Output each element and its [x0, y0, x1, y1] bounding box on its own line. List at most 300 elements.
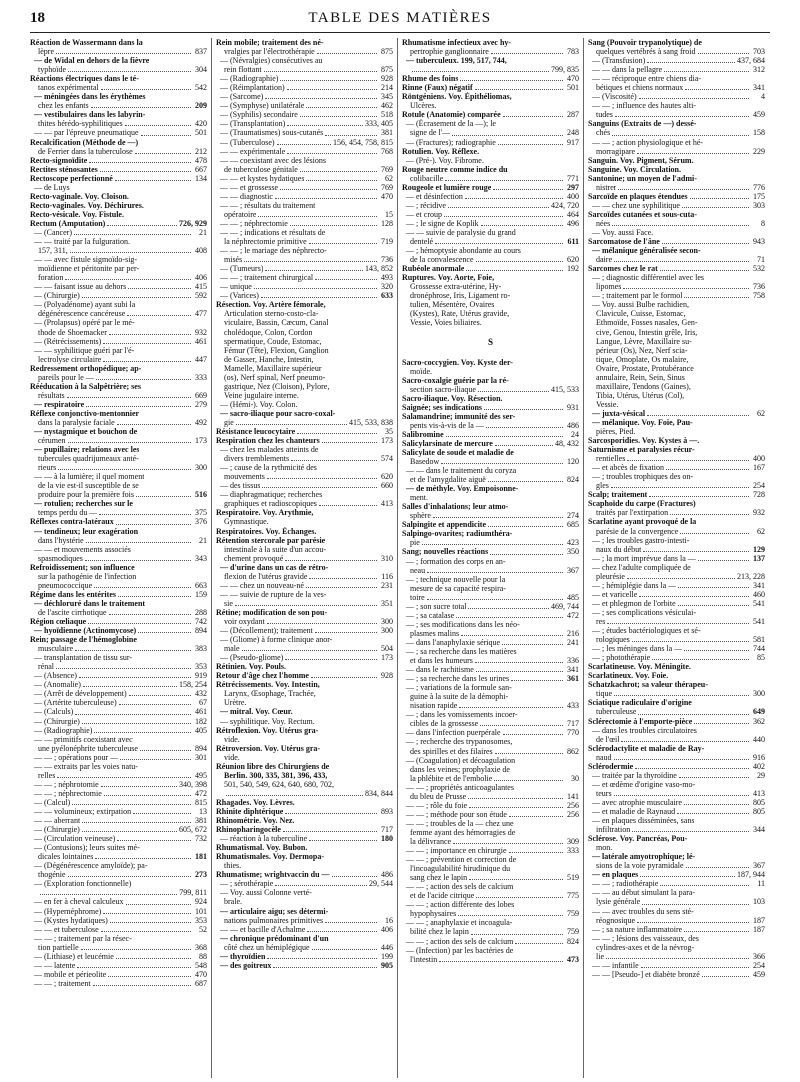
index-entry — [588, 454, 765, 463]
entry-term: moïde. — [410, 366, 432, 376]
index-entry — [30, 626, 207, 635]
index-entry — [30, 119, 207, 128]
entry-page-numbers: 685 — [567, 520, 579, 530]
dot-leader — [115, 178, 191, 181]
index-entry — [30, 210, 207, 219]
index-entry — [30, 83, 207, 92]
entry-term: nistrer — [596, 182, 617, 192]
index-entry — [402, 119, 579, 128]
index-entry — [402, 110, 579, 119]
index-entry — [216, 545, 393, 554]
dot-leader — [128, 286, 191, 289]
entry-term: Rhinométrie. Voy. Nez. — [216, 816, 295, 826]
index-entry — [216, 156, 393, 165]
dot-leader — [638, 712, 749, 715]
entry-page-numbers: 732 — [195, 834, 207, 844]
dot-leader — [621, 739, 749, 742]
entry-page-numbers: 24 — [571, 429, 579, 439]
dot-leader — [135, 151, 191, 154]
index-entry — [402, 385, 579, 394]
entry-term: tubercules quadrijumeaux anté- — [38, 454, 139, 464]
entry-term: — (Syphilis) secondaire — [220, 110, 298, 120]
dot-leader — [95, 856, 191, 859]
dot-leader — [515, 941, 563, 944]
index-entry — [402, 683, 579, 692]
index-entry — [402, 529, 579, 538]
index-entry — [30, 138, 207, 147]
dot-leader — [678, 603, 749, 606]
entry-term: Réactions électriques dans le té- — [30, 74, 139, 84]
index-entry — [30, 970, 207, 979]
dot-leader — [647, 60, 735, 63]
dot-leader — [136, 494, 191, 497]
index-entry — [30, 328, 207, 337]
dot-leader — [70, 250, 191, 253]
dot-leader — [300, 114, 377, 117]
index-entry — [588, 156, 765, 165]
dot-leader — [441, 461, 563, 464]
dot-leader — [503, 732, 563, 735]
entry-page-numbers: 928 — [381, 671, 393, 681]
entry-term: hypophysaires — [410, 909, 457, 919]
index-entry — [216, 536, 393, 545]
entry-term: Rein mobile; traitement des né- — [216, 38, 324, 47]
index-entry — [588, 219, 765, 228]
entry-page-numbers: 128 — [381, 218, 393, 228]
entry-page-numbers: 669 — [195, 390, 207, 400]
entry-term: — mélanique. Voy. Foie, Pau- — [592, 417, 693, 427]
entry-term: — (Varices) — [220, 291, 259, 301]
index-entry — [216, 934, 393, 943]
dot-leader — [116, 956, 191, 959]
index-entry — [588, 644, 765, 653]
dot-leader — [96, 377, 191, 380]
entry-page-numbers: 611 — [567, 237, 579, 247]
index-entry — [30, 545, 207, 554]
index-entry — [216, 463, 393, 472]
entry-term: — — à la lumière; il quel moment — [34, 472, 145, 482]
entry-term: misés — [224, 255, 243, 265]
index-entry — [216, 617, 393, 626]
index-entry — [402, 201, 579, 210]
entry-term: tique — [596, 689, 612, 699]
entry-page-numbers: 447 — [195, 354, 207, 364]
entry-page-numbers: 333 — [195, 372, 207, 382]
index-entry — [402, 891, 579, 900]
entry-page-numbers: 366 — [753, 951, 765, 961]
entry-term: — en fer à cheval calculeux — [34, 897, 124, 907]
dot-leader — [325, 920, 377, 923]
dot-leader — [275, 883, 367, 886]
entry-term: chés — [596, 128, 611, 138]
index-entry — [588, 554, 765, 563]
index-entry — [402, 147, 579, 156]
entry-term: cive, Genou, Intestin grêle, Iris, — [596, 327, 698, 337]
entry-page-numbers: 248 — [567, 128, 579, 138]
entry-term: Résistance leucocytaire — [216, 427, 296, 437]
index-entry — [30, 201, 207, 210]
entry-page-numbers: 67 — [199, 698, 207, 708]
entry-page-numbers: 333, 405 — [365, 119, 393, 129]
entry-term: Refroidissement; son influence — [30, 562, 135, 572]
index-entry — [402, 300, 579, 309]
entry-page-numbers: 620 — [381, 472, 393, 482]
entry-term: tudes — [596, 110, 613, 120]
entry-term: — et phlegmon de l'orbite — [592, 598, 676, 608]
entry-term: — vestibulaires dans les labyrin- — [34, 110, 146, 120]
entry-term: — — ; action des sels de calcium — [406, 882, 514, 892]
index-entry — [216, 707, 393, 716]
index-entry — [402, 156, 579, 165]
dot-leader — [306, 585, 377, 588]
entry-page-numbers: 256 — [567, 800, 579, 810]
entry-term: dans la paralysie faciale — [38, 417, 115, 427]
entry-page-numbers: 461 — [195, 336, 207, 346]
dot-leader — [65, 277, 191, 280]
index-entry — [402, 918, 579, 927]
dot-leader — [261, 295, 377, 298]
index-entry — [30, 762, 207, 771]
entry-term: — — et bacille d'Achalme — [220, 924, 306, 934]
entry-term: l'incoagulabilité hirudinique du — [410, 864, 511, 874]
entry-term: pareils pour le — — [38, 372, 94, 382]
entry-term: — ; hémiplégie dans la — — [592, 580, 677, 590]
dot-leader — [99, 512, 191, 515]
index-entry — [30, 472, 207, 481]
entry-page-numbers: 340, 398 — [179, 779, 207, 789]
entry-page-numbers: 241 — [567, 637, 579, 647]
entry-page-numbers: 518 — [381, 110, 393, 120]
index-entry — [216, 300, 393, 309]
entry-term: — — et mouvements associés — [34, 544, 131, 554]
entry-term: — réaction à la tuberculine — [220, 834, 308, 844]
index-entry — [216, 373, 393, 382]
entry-page-numbers: 381 — [381, 128, 393, 138]
index-entry — [30, 689, 207, 698]
entry-term: — — ; le mariage des néphrecto- — [220, 246, 327, 256]
index-entry — [216, 843, 393, 852]
entry-page-numbers: 726, 929 — [179, 218, 207, 228]
entry-page-numbers: 893 — [381, 806, 393, 816]
entry-term: toire — [410, 592, 425, 602]
entry-term: — pupillaire; relations avec les — [34, 445, 140, 455]
index-entry — [402, 38, 579, 47]
index-entry — [30, 436, 207, 445]
entry-term: — thyroïdien — [220, 951, 266, 961]
index-entry — [402, 367, 579, 376]
entry-term: nisation rapide — [410, 701, 458, 711]
index-entry — [588, 472, 765, 481]
entry-term: — latérale amyotrophique; lé- — [592, 852, 696, 862]
dot-leader — [488, 524, 563, 527]
dot-leader — [280, 187, 377, 190]
entry-page-numbers: 287 — [567, 110, 579, 120]
index-entry — [30, 490, 207, 499]
index-entry — [216, 328, 393, 337]
entry-term: — ; ses modifications dans les néo- — [406, 619, 520, 629]
entry-page-numbers: 717 — [567, 719, 579, 729]
entry-page-numbers: 254 — [753, 960, 765, 970]
index-entry — [402, 946, 579, 955]
entry-page-numbers: 103 — [753, 897, 765, 907]
entry-term: — (Circulation veineuse) — [34, 834, 116, 844]
index-entry — [402, 83, 579, 92]
entry-term: — ; dans les vomissements incoer- — [406, 710, 518, 720]
entry-term: — ; photothérapie — [592, 653, 651, 663]
entry-term: Rhumatisme infectieux avec hy- — [402, 38, 512, 47]
dot-leader — [686, 865, 749, 868]
dot-leader — [679, 775, 749, 778]
entry-page-numbers: 415, 533 — [551, 384, 579, 394]
index-entry — [588, 943, 765, 952]
entry-term: Salibromine — [402, 429, 444, 439]
index-entry — [588, 409, 765, 418]
dot-leader — [275, 196, 377, 199]
entry-term: Sarcosporidies. Voy. Kystes à —. — [588, 436, 700, 446]
index-entry — [402, 792, 579, 801]
dot-leader — [129, 693, 191, 696]
entry-term: — (Chirurgie) — [34, 825, 80, 835]
index-entry — [588, 970, 765, 979]
dot-leader — [677, 811, 749, 814]
entry-page-numbers: 496 — [567, 218, 579, 228]
entry-page-numbers: 744 — [753, 644, 765, 654]
index-entry — [216, 38, 393, 47]
index-entry — [588, 210, 765, 219]
dot-leader — [312, 947, 377, 950]
entry-term: Salpingo-ovarites; radiumthéra- — [402, 529, 513, 539]
entry-page-numbers: 300 — [381, 626, 393, 636]
index-entry — [30, 581, 207, 590]
entry-term: dentelé — [410, 237, 434, 247]
dot-leader — [614, 693, 749, 696]
entry-term: flexion de l'utérus gravide — [224, 571, 308, 581]
index-entry — [402, 674, 579, 683]
index-entry — [588, 916, 765, 925]
entry-page-numbers: 687 — [195, 978, 207, 988]
entry-term: — articulaire aigu; ses détermi- — [220, 906, 329, 916]
index-entry — [30, 65, 207, 74]
index-entry — [30, 744, 207, 753]
index-entry — [588, 174, 765, 183]
entry-page-numbers: 254 — [753, 481, 765, 491]
entry-page-numbers: 62 — [757, 408, 765, 418]
entry-page-numbers: 916 — [753, 752, 765, 762]
entry-term: pents vis-à-vis de la — — [410, 420, 484, 430]
dot-leader — [639, 96, 749, 99]
entry-term: annulaire, Rein, Sein, Sinus — [596, 372, 685, 382]
index-entry — [402, 475, 579, 484]
entry-term: — — [Pseudo-] et diabète bronzé — [592, 969, 700, 979]
entry-term: réognosique — [596, 915, 636, 925]
index-entry — [402, 511, 579, 520]
entry-term: temps perdu du — — [38, 508, 98, 518]
entry-page-numbers: 423 — [567, 538, 579, 548]
entry-term: pleurésie — [596, 571, 625, 581]
entry-term: neau — [410, 565, 426, 575]
entry-page-numbers: 362 — [753, 716, 765, 726]
entry-page-numbers: 924 — [195, 897, 207, 907]
entry-term: — ; recherche des trypanosomes, — [406, 737, 513, 747]
entry-term: — — infantile — [592, 960, 639, 970]
entry-term: pières, Pied. — [596, 427, 636, 437]
entry-page-numbers: 805 — [753, 797, 765, 807]
entry-term: — (Traumatismes) sous-cutanés — [220, 128, 324, 138]
dot-leader — [101, 784, 177, 787]
entry-term: — chez l'adulte compliquée de — [592, 562, 691, 572]
dot-leader — [116, 522, 191, 525]
entry-page-numbers: 143, 852 — [365, 264, 393, 274]
index-entry — [30, 934, 207, 943]
entry-term: Rein; passage de l'hémoglobine — [30, 635, 137, 645]
index-entry — [402, 403, 579, 412]
index-entry — [30, 888, 207, 897]
dot-leader — [273, 965, 377, 968]
entry-term: côté chez un hémiplégique — [224, 942, 310, 952]
index-entry — [588, 508, 765, 517]
dot-leader — [244, 259, 377, 262]
index-entry — [30, 572, 207, 581]
dot-leader — [75, 712, 191, 715]
entry-term: Rééducation à la Salpêtrière; ses — [30, 381, 141, 391]
index-entry — [216, 834, 393, 843]
index-entry — [216, 780, 393, 789]
dot-leader — [412, 69, 549, 72]
entry-term: — — ; méthode pour son étude — [406, 809, 507, 819]
index-entry — [402, 547, 579, 556]
entry-page-numbers: 420 — [195, 119, 207, 129]
entry-term: — unique — [220, 282, 252, 292]
entry-term: — — coexistant avec des lésions — [220, 155, 326, 165]
entry-term: — ; formation des corps en an- — [406, 556, 506, 566]
entry-term: — ; les troubles gastro-intesti- — [592, 535, 690, 545]
index-entry — [402, 92, 579, 101]
entry-page-numbers: 894 — [195, 626, 207, 636]
index-entry — [216, 698, 393, 707]
index-entry — [30, 409, 207, 418]
index-entry — [216, 807, 393, 816]
index-entry — [216, 925, 393, 934]
entry-term: — (Chirurgie) — [34, 716, 80, 726]
entry-term: — (Écrasement de la —); le — [406, 119, 496, 129]
entry-page-numbers: 273 — [195, 870, 207, 880]
dot-leader — [141, 133, 191, 136]
index-entry — [402, 421, 579, 430]
entry-page-numbers: 728 — [753, 490, 765, 500]
column-divider — [211, 38, 212, 1078]
index-entry — [30, 291, 207, 300]
dot-leader — [640, 874, 735, 877]
entry-term: — ; son sucre total — [406, 601, 467, 611]
index-entry — [216, 309, 393, 318]
index-entry — [402, 638, 579, 647]
entry-page-numbers: 461 — [195, 707, 207, 717]
entry-page-numbers: 776 — [753, 182, 765, 192]
index-entry — [30, 273, 207, 282]
entry-term: Rinne (Faux) négatif — [402, 83, 473, 93]
entry-term: — dans les troubles circulatoires — [592, 725, 697, 735]
index-entry — [30, 952, 207, 961]
index-entry — [588, 65, 765, 74]
entry-term: cholédoque, Colon, Cordon — [224, 327, 313, 337]
entry-term: — (Calculs) — [34, 707, 74, 717]
entry-term: Rhumatismal. Voy. Bubon. — [216, 843, 308, 853]
entry-term: lèpre — [38, 47, 54, 57]
index-entry — [30, 373, 207, 382]
dot-leader — [476, 669, 563, 672]
dot-leader — [643, 549, 749, 552]
dot-leader — [670, 512, 749, 515]
entry-page-numbers: 469, 744 — [551, 601, 579, 611]
index-entry — [402, 430, 579, 439]
index-entry — [216, 472, 393, 481]
index-entry — [30, 165, 207, 174]
entry-page-numbers: 134 — [195, 173, 207, 183]
dot-leader — [684, 802, 749, 805]
dot-leader — [698, 558, 749, 561]
entry-page-numbers: 413 — [753, 788, 765, 798]
index-entry — [30, 228, 207, 237]
index-entry — [216, 961, 393, 970]
index-entry — [588, 499, 765, 508]
index-entry — [588, 192, 765, 201]
dot-leader — [488, 479, 563, 482]
dot-leader — [267, 956, 377, 959]
entry-page-numbers: 620 — [567, 255, 579, 265]
dot-leader — [627, 458, 749, 461]
index-entry — [402, 246, 579, 255]
dot-leader — [637, 920, 749, 923]
entry-page-numbers: 310 — [381, 553, 393, 563]
entry-page-numbers: 470 — [195, 969, 207, 979]
index-entry — [216, 888, 393, 897]
entry-page-numbers: 771 — [567, 173, 579, 183]
entry-page-numbers: 663 — [195, 580, 207, 590]
dot-leader — [82, 721, 191, 724]
entry-page-numbers: 353 — [195, 662, 207, 672]
dot-leader — [475, 660, 563, 663]
entry-page-numbers: 274 — [567, 511, 579, 521]
entry-term: — avec atrophie musculaire — [592, 797, 682, 807]
entry-term: Röntgéniens. Voy. Épithéliomas, — [402, 92, 512, 102]
entry-page-numbers: 116 — [381, 571, 393, 581]
entry-term: divers tremblements — [224, 454, 290, 464]
dot-leader — [652, 657, 749, 660]
entry-page-numbers: 516 — [195, 490, 207, 500]
entry-page-numbers: 21 — [199, 535, 207, 545]
entry-term: Recto-sigmoïdite — [30, 155, 88, 165]
entry-term: (Kystes), Rate, Utérus gravide, — [410, 309, 510, 319]
dot-leader — [58, 467, 191, 470]
index-entry — [588, 418, 765, 427]
entry-term: viculaire, Bassin, Cæcum, Canal — [224, 318, 329, 328]
index-entry — [216, 165, 393, 174]
entry-term: Rhagades. Voy. Lèvres. — [216, 797, 295, 807]
dot-leader — [307, 929, 377, 932]
entry-page-numbers: 71 — [757, 255, 765, 265]
entry-term: morragipare — [596, 146, 636, 156]
entry-page-numbers: 351 — [381, 598, 393, 608]
index-entry — [30, 246, 207, 255]
entry-term: Mamelle, Maxillaire supérieur — [224, 363, 322, 373]
entry-term: — des goitreux — [220, 960, 272, 970]
index-entry — [216, 897, 393, 906]
index-entry — [216, 907, 393, 916]
index-entry — [588, 599, 765, 608]
dot-leader — [611, 485, 749, 488]
index-entry — [402, 183, 579, 192]
index-entry — [30, 563, 207, 572]
